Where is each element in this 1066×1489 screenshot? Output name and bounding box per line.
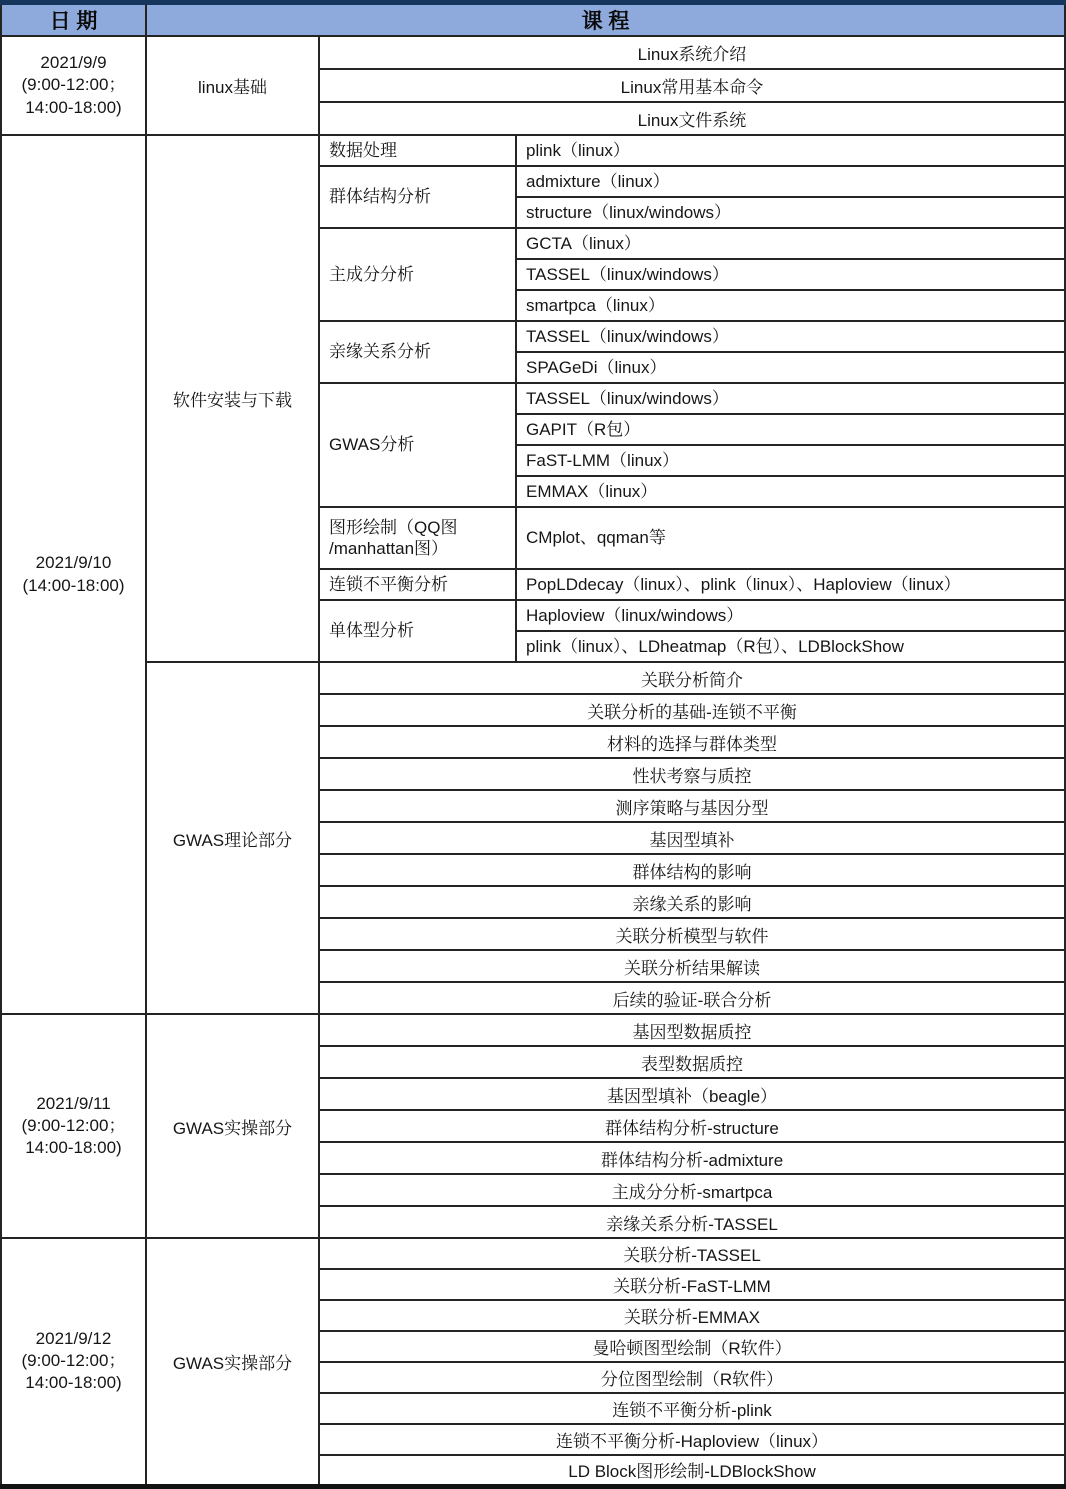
time-text: (9:00-12:00； [21,1351,126,1371]
course-cell: Linux文件系统 [319,102,1065,135]
course-cell: 基因型数据质控 [319,1014,1065,1046]
course-cell: 关联分析模型与软件 [319,918,1065,950]
date-cell-day2 [1,135,146,1014]
header-row [1,3,1065,37]
course-cell: 测序策略与基因分型 [319,790,1065,822]
time-text: 14:00-18:00) [25,1138,122,1158]
time-text: (9:00-12:00； [21,75,126,95]
subcategory-cell: 亲缘关系分析 [319,321,516,383]
course-cell: 连锁不平衡分析-Haploview（linux） [319,1424,1065,1455]
course-cell: Linux常用基本命令 [319,69,1065,102]
table-row [1,1238,1065,1269]
course-item-cell: CMplot、qqman等 [516,507,1065,569]
date-text: 2021/9/12 [35,1329,112,1349]
course-item-cell: SPAGeDi（linux） [516,352,1065,383]
table-row [1,1014,1065,1046]
date-cell-day4 [1,1238,146,1486]
course-cell: 基因型填补（beagle） [319,1078,1065,1110]
course-cell: 亲缘关系的影响 [319,886,1065,918]
category-cell: GWAS理论部分 [146,662,319,1014]
subcategory-line2: /manhattan图） [329,539,449,558]
course-item-cell: admixture（linux） [516,166,1065,197]
category-cell: GWAS实操部分 [146,1238,319,1486]
course-cell: 基因型填补 [319,822,1065,854]
subcategory-cell: 主成分分析 [319,228,516,321]
course-cell: 关联分析结果解读 [319,950,1065,982]
course-item-cell: structure（linux/windows） [516,197,1065,228]
course-item-cell: Haploview（linux/windows） [516,600,1065,631]
course-cell: 关联分析的基础-连锁不平衡 [319,694,1065,726]
subcategory-cell: 群体结构分析 [319,166,516,228]
course-item-cell: plink（linux）、LDheatmap（R包）、LDBlockShow [516,631,1065,662]
time-text: 14:00-18:00) [25,1373,122,1393]
time-text: (14:00-18:00) [22,575,125,595]
subcategory-cell: 数据处理 [319,135,516,166]
course-cell: 亲缘关系分析-TASSEL [319,1206,1065,1238]
subcategory-cell: 连锁不平衡分析 [319,569,516,600]
course-item-cell: GAPIT（R包） [516,414,1065,445]
course-cell: 材料的选择与群体类型 [319,726,1065,758]
course-item-cell: plink（linux） [516,135,1065,166]
course-cell: 后续的验证-联合分析 [319,982,1065,1014]
course-cell: 关联分析简介 [319,662,1065,694]
course-cell: 群体结构的影响 [319,854,1065,886]
subcategory-cell: 单体型分析 [319,600,516,662]
date-cell-day3 [1,1014,146,1238]
subcategory-cell [319,507,516,569]
course-cell: 关联分析-EMMAX [319,1300,1065,1331]
course-cell: 分位图型绘制（R软件） [319,1362,1065,1393]
table-row [1,135,1065,166]
course-cell: 曼哈顿图型绘制（R软件） [319,1331,1065,1362]
time-text: 14:00-18:00) [25,97,122,117]
course-cell: 关联分析-FaST-LMM [319,1269,1065,1300]
course-item-cell: TASSEL（linux/windows） [516,259,1065,290]
date-text: 2021/9/9 [40,53,107,73]
subcategory-cell: GWAS分析 [319,383,516,507]
course-item-cell: TASSEL（linux/windows） [516,321,1065,352]
category-cell: 软件安装与下载 [146,135,319,662]
course-cell: 表型数据质控 [319,1046,1065,1078]
table-row [1,36,1065,69]
date-text: 2021/9/11 [36,1093,111,1113]
course-item-cell: PopLDdecay（linux）、plink（linux）、Haploview（linux） [516,569,1065,600]
category-cell: linux基础 [146,36,319,135]
course-cell: 连锁不平衡分析-plink [319,1393,1065,1424]
header-date: 日 期 [1,3,146,37]
course-item-cell: FaST-LMM（linux） [516,445,1065,476]
date-text: 2021/9/10 [35,553,112,573]
course-item-cell: GCTA（linux） [516,228,1065,259]
header-course: 课 程 [146,3,1065,37]
course-cell: Linux系统介绍 [319,36,1065,69]
course-cell: 性状考察与质控 [319,758,1065,790]
course-item-cell: TASSEL（linux/windows） [516,383,1065,414]
course-cell: 主成分分析-smartpca [319,1174,1065,1206]
course-cell: 群体结构分析-structure [319,1110,1065,1142]
subcategory-line1: 图形绘制（QQ图 [329,517,458,537]
course-cell: 关联分析-TASSEL [319,1238,1065,1269]
time-text: (9:00-12:00； [21,1115,126,1135]
course-item-cell: EMMAX（linux） [516,476,1065,507]
category-cell: GWAS实操部分 [146,1014,319,1238]
date-cell-day1 [1,36,146,135]
course-cell: 群体结构分析-admixture [319,1142,1065,1174]
course-item-cell: smartpca（linux） [516,290,1065,321]
table-row [1,662,1065,694]
course-cell: LD Block图形绘制-LDBlockShow [319,1455,1065,1486]
